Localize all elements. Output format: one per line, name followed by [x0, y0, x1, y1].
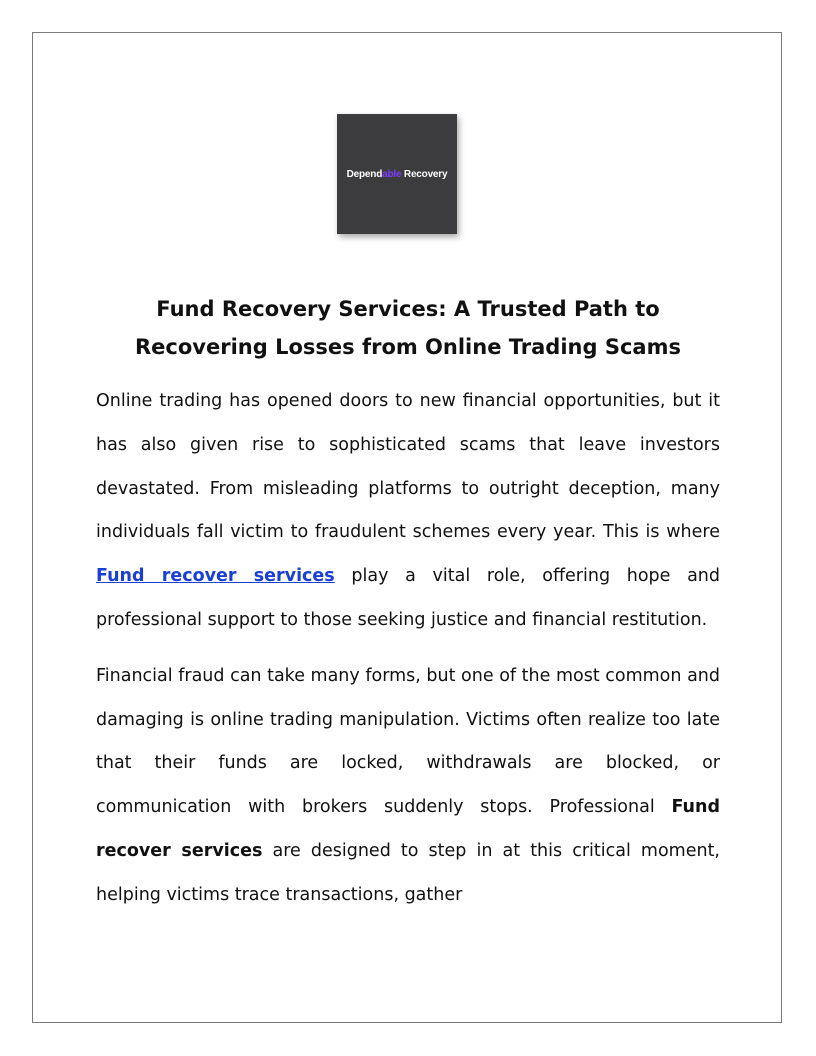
- paragraph-fraud: Financial fraud can take many forms, but one of the most common and damaging is online trading manipulation. Victims often realize too late that their funds are locked, withdrawals are blocked, or communication with brokers suddenly stops. Professional Fund recover services are designed to step in at this critical moment, helping victims trace transactions, gather: [96, 665, 720, 905]
- document-body: [96, 380, 720, 930]
- dependable-recovery-logo: [337, 114, 457, 234]
- bold-service-name: Fund recover services: [96, 797, 720, 861]
- document-title: Fund Recovery Services: A Trusted Path to Recovering Losses from Online Trading Scams: [135, 297, 681, 359]
- paragraph-intro: Online trading has opened doors to new financial opportunities, but it has also given rise to sophisticated scams that leave investors devastated. From misleading platforms to outright deception, many individuals fall victim to fraudulent schemes every year. This is where Fund recover services play a vital role, offering hope and professional support to those seeking justice and financial restitution.: [96, 391, 720, 630]
- logo-wordmark: Dependable Recovery: [346, 168, 448, 180]
- fund-recover-services-link[interactable]: Fund recover services: [96, 566, 335, 587]
